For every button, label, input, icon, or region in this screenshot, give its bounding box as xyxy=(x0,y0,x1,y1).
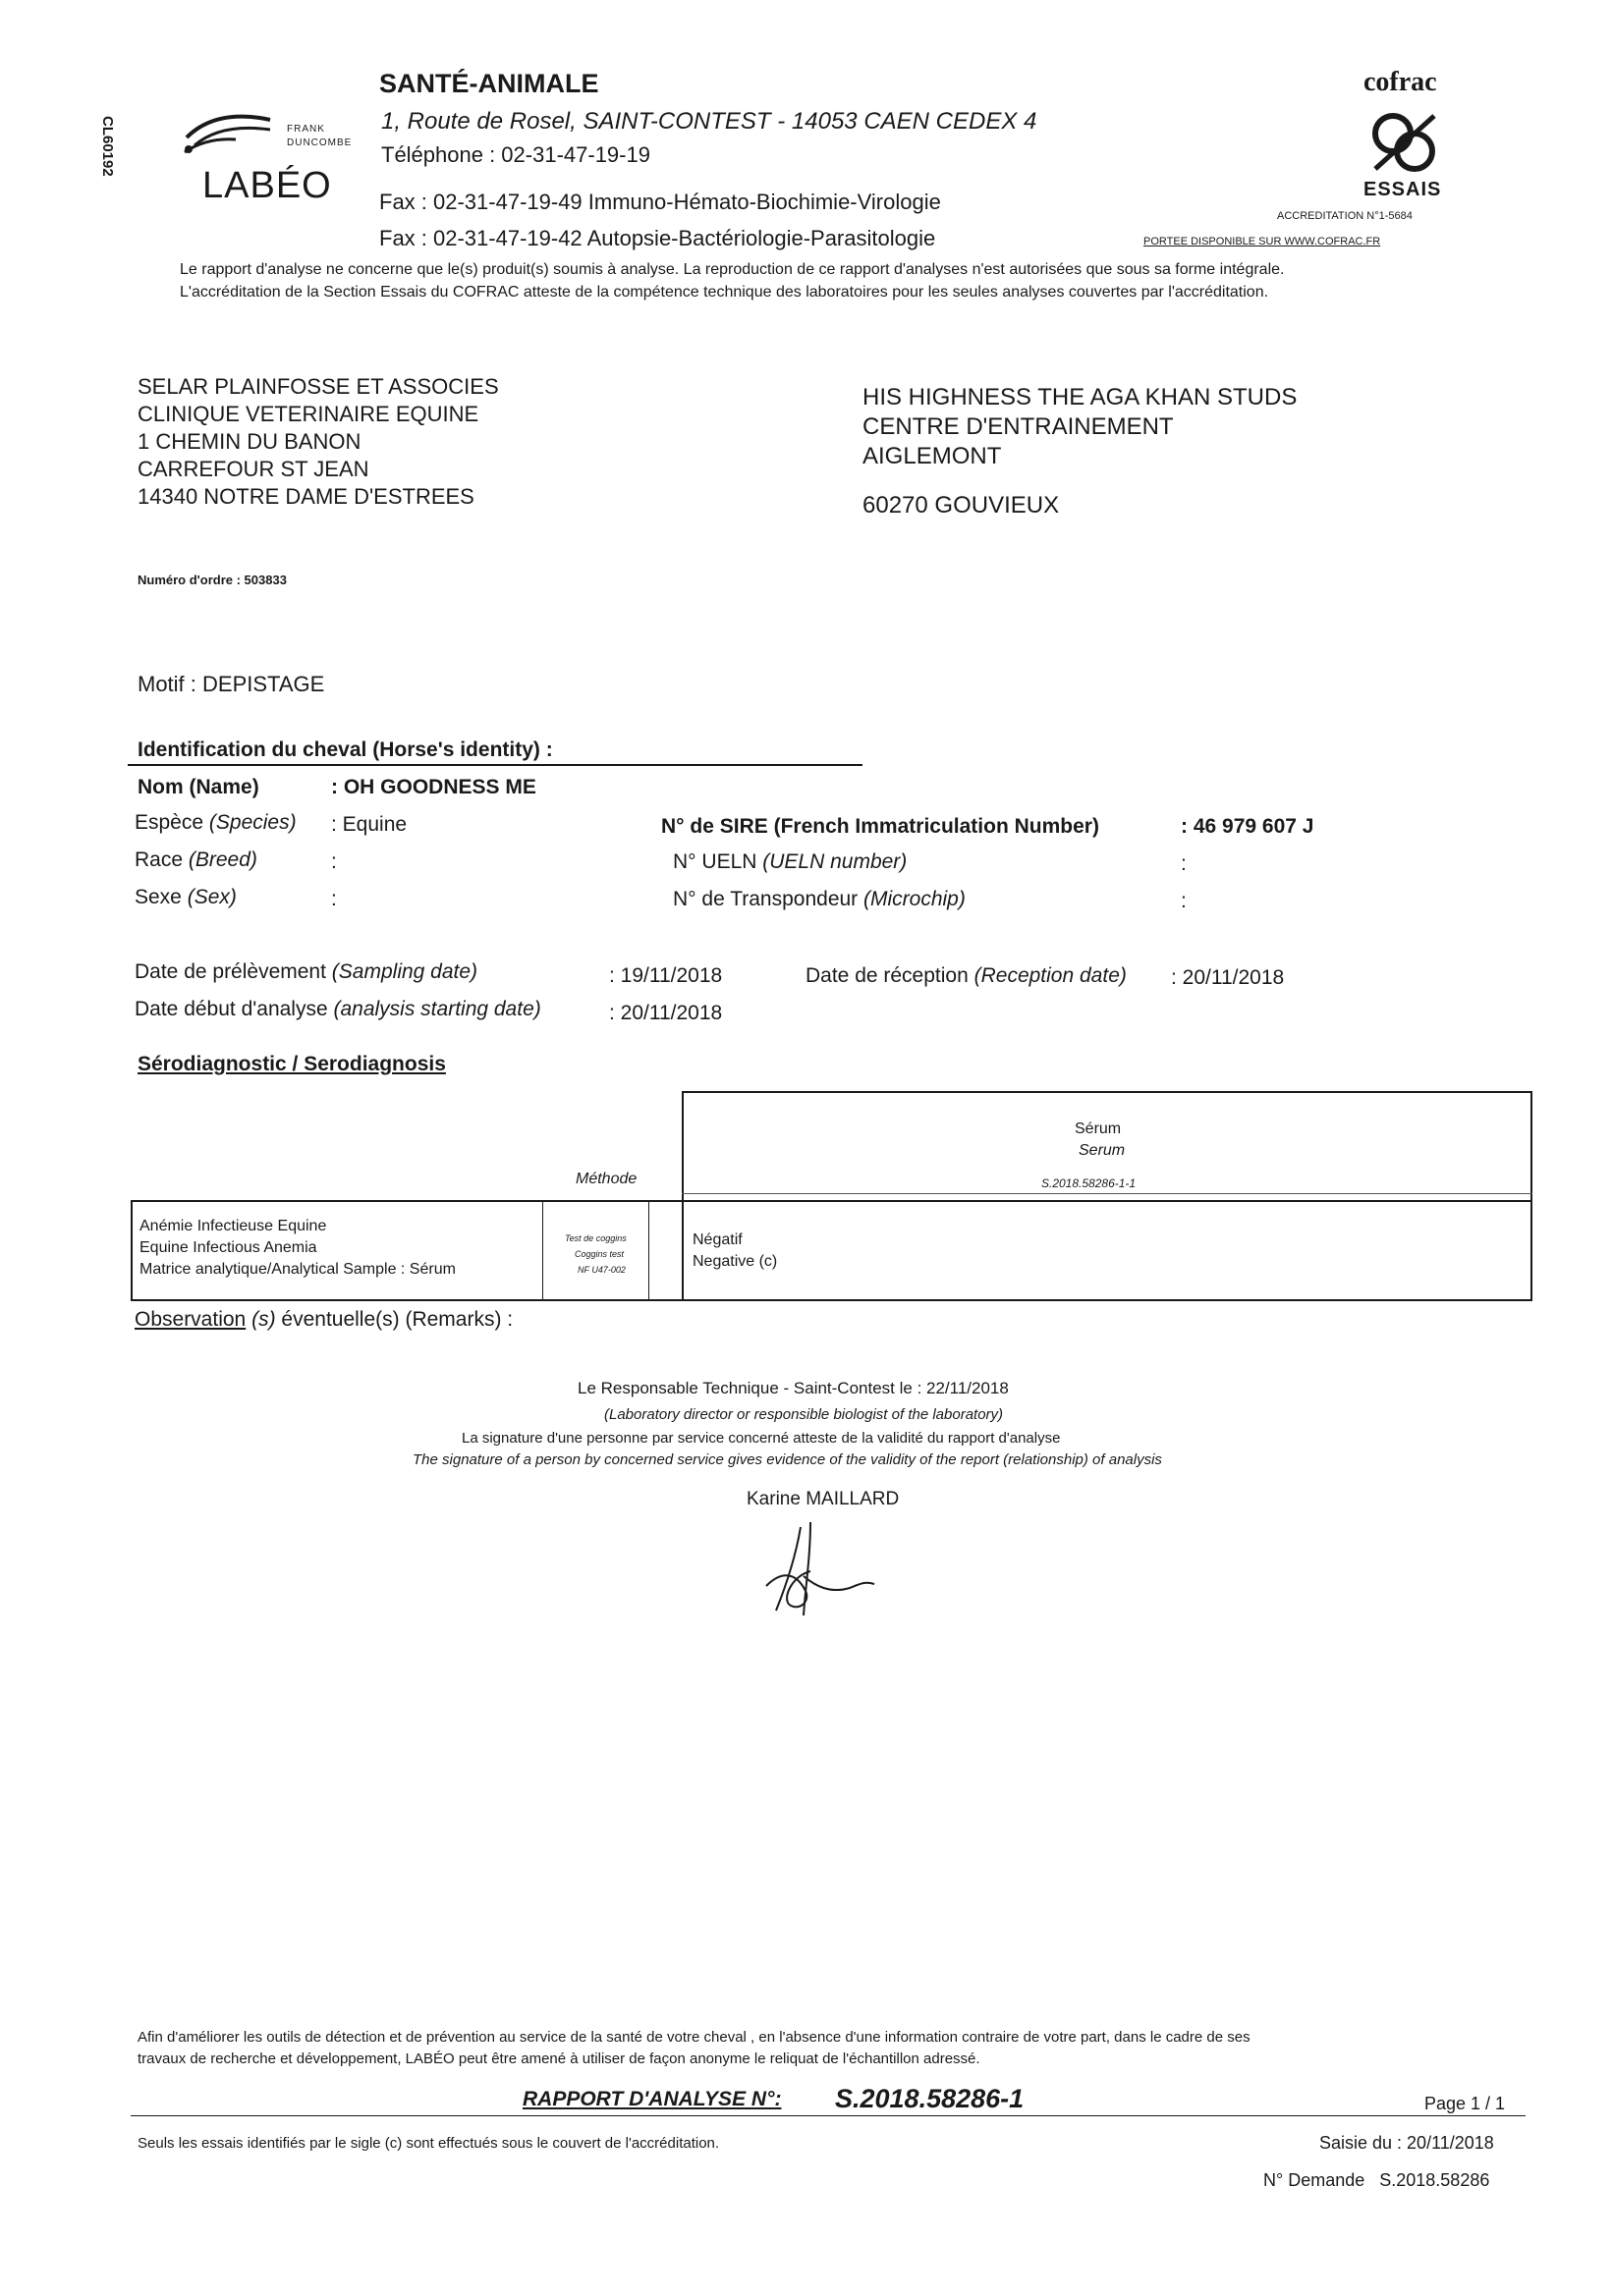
table-border xyxy=(1530,1091,1532,1301)
cofrac-name: cofrac xyxy=(1363,67,1437,97)
sender-line: CLINIQUE VETERINAIRE EQUINE xyxy=(138,402,479,426)
serum-fr: Sérum xyxy=(1075,1121,1122,1137)
recipient-line: 60270 GOUVIEUX xyxy=(862,492,1060,519)
sender-line: CARREFOUR ST JEAN xyxy=(138,457,369,481)
reception-label: Date de réception (Reception date) xyxy=(806,964,1127,987)
logo-name: LABÉO xyxy=(202,165,332,206)
labeo-logo xyxy=(177,98,354,216)
espece-label: Espèce (Species) xyxy=(135,811,297,834)
observations: Observation (s) éventuelle(s) (Remarks) : xyxy=(135,1308,514,1331)
analysis-line3: Matrice analytique/Analytical Sample : Sérum xyxy=(139,1261,456,1278)
lab-fax1: Fax : 02-31-47-19-49 Immuno-Hémato-Biochimie-Virologie xyxy=(379,190,941,214)
cofrac-logo-icon xyxy=(1365,108,1444,177)
logo-small-line1: FRANK xyxy=(287,124,325,135)
signature-fr: La signature d'une personne par service concerné atteste de la validité du rapport d'analyse xyxy=(462,1430,1061,1447)
rapport-label: RAPPORT D'ANALYSE N°: xyxy=(523,2088,782,2110)
sender-line: 14340 NOTRE DAME D'ESTREES xyxy=(138,484,474,509)
signatory-name: Karine MAILLARD xyxy=(747,1489,900,1509)
order-number: Numéro d'ordre : 503833 xyxy=(138,573,287,587)
serum-en: Serum xyxy=(1079,1142,1126,1159)
table-border xyxy=(682,1091,1532,1093)
footer-note2: travaux de recherche et développement, LABÉO peut être amené à utiliser de façon anonyme le reliquat de l'échantillon adressé. xyxy=(138,2050,980,2067)
signature-en: The signature of a person by concerned service gives evidence of the validity of the report (relationship) of analysis xyxy=(413,1451,1162,1468)
sexe-value: : xyxy=(331,888,337,910)
lab-fax2: Fax : 02-31-47-19-42 Autopsie-Bactériologie-Parasitologie xyxy=(379,226,936,250)
nom-label: Nom (Name) xyxy=(138,776,259,798)
debut-label: Date début d'analyse (analysis starting date) xyxy=(135,998,541,1020)
sample-id: S.2018.58286-1-1 xyxy=(1041,1176,1137,1190)
table-border xyxy=(682,1091,684,1301)
logo-small-line2: DUNCOMBE xyxy=(287,137,353,148)
demande-number: N° Demande S.2018.58286 xyxy=(1263,2170,1490,2190)
debut-value: : 20/11/2018 xyxy=(609,1002,723,1024)
identity-divider xyxy=(128,764,862,766)
recipient-line: AIGLEMONT xyxy=(862,443,1002,469)
result-en: Negative (c) xyxy=(693,1253,778,1270)
transp-label: N° de Transpondeur (Microchip) xyxy=(673,888,966,910)
disclaimer-line2: L'accréditation de la Section Essais du COFRAC atteste de la compétence technique des laboratoires pour les seules analyses couvertes par l'accréditation. xyxy=(180,284,1269,301)
analysis-line1: Anémie Infectieuse Equine xyxy=(139,1218,327,1234)
methode-label: Méthode xyxy=(576,1171,638,1187)
recipient-address xyxy=(862,383,1297,520)
table-border xyxy=(131,1200,133,1301)
table-border xyxy=(648,1200,649,1301)
race-label: Race (Breed) xyxy=(135,848,257,871)
side-code: CL60192 xyxy=(99,116,116,177)
lab-address: 1, Route de Rosel, SAINT-CONTEST - 14053 CAEN CEDEX 4 xyxy=(381,108,1037,135)
accred-note: Seuls les essais identifiés par le sigle (c) sont effectués sous le couvert de l'accréditation. xyxy=(138,2135,720,2152)
cofrac-essais: ESSAIS xyxy=(1363,179,1442,200)
identity-section-title: Identification du cheval (Horse's identity) : xyxy=(138,738,553,761)
ueln-label: N° UELN (UELN number) xyxy=(673,850,908,873)
recipient-line: HIS HIGHNESS THE AGA KHAN STUDS xyxy=(862,384,1298,410)
responsable-technique: Le Responsable Technique - Saint-Contest le : 22/11/2018 xyxy=(578,1379,1009,1397)
prelevement-value: : 19/11/2018 xyxy=(609,964,723,987)
recipient-line: CENTRE D'ENTRAINEMENT xyxy=(862,413,1174,440)
footer-divider xyxy=(131,2115,1526,2116)
saisie-date: Saisie du : 20/11/2018 xyxy=(1319,2133,1494,2153)
nom-value: : OH GOODNESS ME xyxy=(331,776,536,798)
analysis-line2: Equine Infectious Anemia xyxy=(139,1239,317,1256)
lab-phone: Téléphone : 02-31-47-19-19 xyxy=(381,142,650,167)
motif: Motif : DEPISTAGE xyxy=(138,672,325,696)
lab-title: SANTÉ-ANIMALE xyxy=(379,69,599,98)
method-line1: Test de coggins xyxy=(565,1233,627,1243)
table-border xyxy=(131,1200,1532,1202)
sender-line: 1 CHEMIN DU BANON xyxy=(138,429,361,454)
ueln-value: : xyxy=(1181,852,1187,875)
accreditation-number: ACCREDITATION N°1-5684 xyxy=(1277,210,1413,222)
rapport-number: S.2018.58286-1 xyxy=(835,2084,1025,2113)
table-border xyxy=(682,1193,1532,1194)
method-line2: Coggins test xyxy=(575,1249,625,1259)
table-border xyxy=(131,1299,1532,1301)
method-line3: NF U47-002 xyxy=(578,1265,626,1275)
sexe-label: Sexe (Sex) xyxy=(135,886,237,908)
handwritten-signature xyxy=(756,1517,884,1625)
sero-title: Sérodiagnostic / Serodiagnosis xyxy=(138,1053,446,1075)
espece-value: : Equine xyxy=(331,813,408,836)
page-number: Page 1 / 1 xyxy=(1424,2094,1506,2113)
result-fr: Négatif xyxy=(693,1231,743,1248)
sire-label: N° de SIRE (French Immatriculation Number) xyxy=(661,815,1099,838)
portee-link[interactable]: PORTEE DISPONIBLE SUR WWW.COFRAC.FR xyxy=(1143,236,1381,247)
sender-address xyxy=(138,373,499,511)
footer-note1: Afin d'améliorer les outils de détection et de prévention au service de la santé de votre cheval , en l'absence d'une information contraire de votre part, dans le cadre de ses xyxy=(138,2029,1251,2046)
lab-director: (Laboratory director or responsible biologist of the laboratory) xyxy=(604,1406,1004,1423)
sire-value: : 46 979 607 J xyxy=(1181,815,1314,838)
table-border xyxy=(542,1200,543,1301)
prelevement-label: Date de prélèvement (Sampling date) xyxy=(135,960,478,983)
disclaimer-line1: Le rapport d'analyse ne concerne que le(s) produit(s) soumis à analyse. La reproduction de ce rapport d'analyses n'est autorisées que sous sa forme intégrale. xyxy=(180,261,1285,278)
sender-line: SELAR PLAINFOSSE ET ASSOCIES xyxy=(138,374,499,399)
reception-value: : 20/11/2018 xyxy=(1171,966,1285,989)
labeo-swoosh-icon xyxy=(177,98,285,167)
transp-value: : xyxy=(1181,890,1187,912)
race-value: : xyxy=(331,850,337,873)
